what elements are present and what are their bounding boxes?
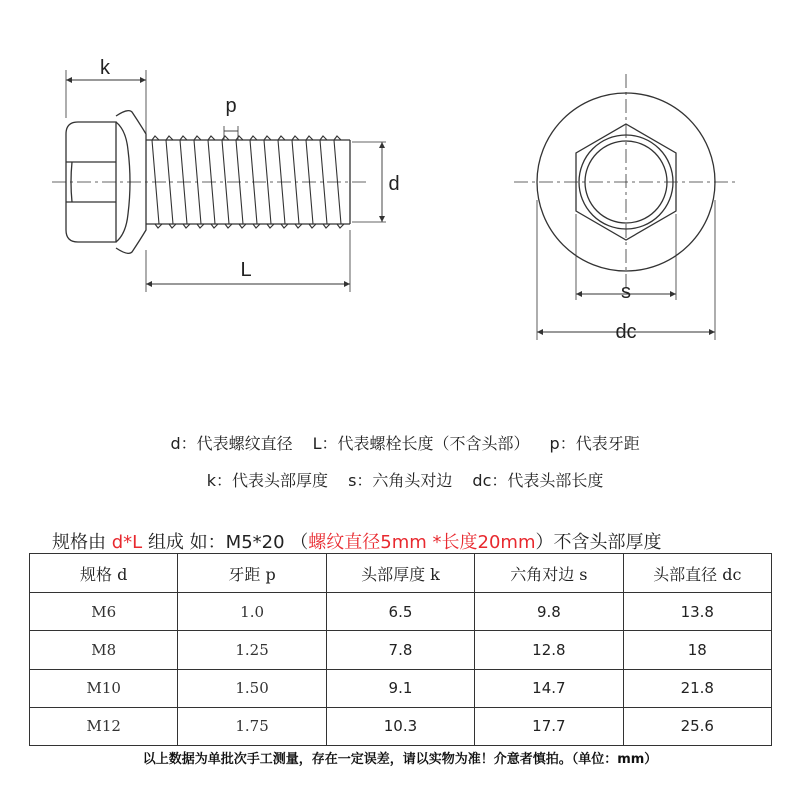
header-hex-flats: 六角对边 s <box>475 554 623 593</box>
header-size: 规格 d <box>30 554 178 593</box>
cell-size: M6 <box>30 593 178 631</box>
label-k: k <box>100 57 110 79</box>
cell-dc: 21.8 <box>623 669 771 707</box>
spec-highlight: 螺纹直径5mm *长度20mm <box>308 532 536 553</box>
legend-k: k：代表头部厚度 <box>206 471 329 490</box>
spec-table <box>29 553 772 746</box>
cell-k: 6.5 <box>326 593 474 631</box>
header-pitch: 牙距 p <box>178 554 326 593</box>
cell-size: M8 <box>30 631 178 669</box>
cell-pitch: 1.0 <box>178 593 326 631</box>
label-s: s <box>621 281 631 303</box>
cell-s: 14.7 <box>475 669 623 707</box>
table-row <box>30 593 772 631</box>
label-dc: dc <box>615 321 637 343</box>
spec-prefix: 规格由 <box>52 532 106 553</box>
cell-dc: 13.8 <box>623 593 771 631</box>
table-header-row <box>30 554 772 593</box>
legend-d: d：代表螺纹直径 <box>170 434 293 453</box>
spec-middle: 组成 如：M5*20 （ <box>147 532 309 553</box>
cell-k: 7.8 <box>326 631 474 669</box>
table-row <box>30 631 772 669</box>
legend-dc: dc：代表头部长度 <box>472 471 604 490</box>
label-d: d <box>388 173 400 195</box>
cell-dc: 18 <box>623 631 771 669</box>
cell-dc: 25.6 <box>623 707 771 745</box>
header-head-thickness: 头部厚度 k <box>326 554 474 593</box>
header-head-diameter: 头部直径 dc <box>623 554 771 593</box>
table-row <box>30 707 772 745</box>
footnote: 以上数据为单批次手工测量，存在一定误差，请以实物为准！介意者慎拍。（单位：mm） <box>142 752 658 767</box>
table-row <box>30 669 772 707</box>
cell-size: M10 <box>30 669 178 707</box>
legend-line-1 <box>0 412 800 454</box>
spec-suffix: ）不含头部厚度 <box>535 532 662 553</box>
cell-k: 9.1 <box>326 669 474 707</box>
label-L: L <box>240 259 252 281</box>
legend-line-2 <box>0 449 800 491</box>
spec-formula: d*L <box>111 532 143 553</box>
cell-k: 10.3 <box>326 707 474 745</box>
cell-s: 12.8 <box>475 631 623 669</box>
cell-size: M12 <box>30 707 178 745</box>
cell-pitch: 1.50 <box>178 669 326 707</box>
legend-L: L：代表螺栓长度（不含头部） <box>312 434 530 453</box>
label-p: p <box>225 95 237 117</box>
cell-pitch: 1.75 <box>178 707 326 745</box>
cell-pitch: 1.25 <box>178 631 326 669</box>
spec-line <box>52 528 662 554</box>
cell-s: 17.7 <box>475 707 623 745</box>
legend-s: s：六角头对边 <box>348 471 453 490</box>
cell-s: 9.8 <box>475 593 623 631</box>
legend-p: p：代表牙距 <box>549 434 640 453</box>
